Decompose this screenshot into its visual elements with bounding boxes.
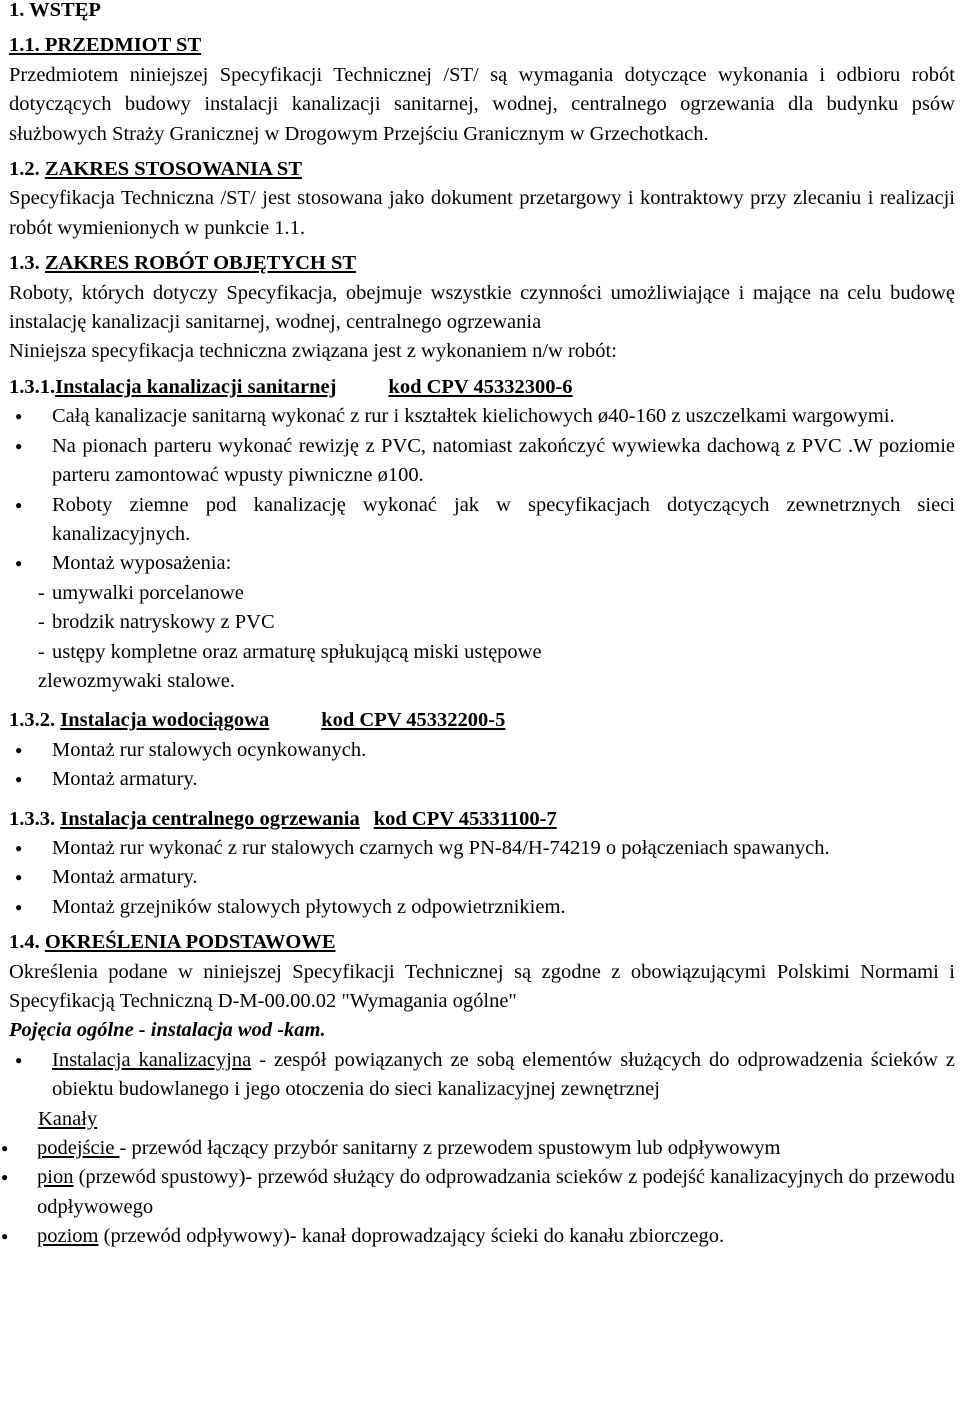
section-1-3-2-heading: 1.3.2. Instalacja wodociągowa kod CPV 45332200-5 <box>9 709 506 732</box>
section-1-3-text: Roboty, których dotyczy Specyfikacja, obejmuje wszystkie czynności umożliwiające i mające na celu budowę instalację kanalizacji sanitarnej, wodnej, centralnego ogrzewania <box>9 281 955 334</box>
section-1-1-text: Przedmiotem niniejszej Specyfikacji Technicznej /ST/ są wymagania dotyczące wykonania i odbioru robót dotyczących budowy instalacji kanalizacji sanitarnej, wodnej, centralnego ogrzewania dla budynku psów służbowych Straży Granicznej w Drogowym Przejściu Granicznym w Grzechotkach. <box>9 63 955 145</box>
list-item: ● Montaż armatury. <box>9 863 955 892</box>
section-1-4-subtitle: Pojęcia ogólne - instalacja wod -kam. <box>9 1019 326 1042</box>
section-1-3-1-heading: 1.3.1.Instalacja kanalizacji sanitarnej kod CPV 45332300-6 <box>9 375 573 398</box>
list-item: ● Montaż armatury. <box>9 765 955 794</box>
list-item: ● Roboty ziemne pod kanalizację wykonać jak w specyfikacjach dotyczących zewnetrznych sieci kanalizacyjnych. <box>9 491 955 550</box>
dash-item: - ustępy kompletne oraz armaturę spłukującą miski ustępowe <box>9 638 955 667</box>
list-item: ● Montaż wyposażenia: <box>9 549 955 578</box>
list-item: ● Montaż grzejników stalowych płytowych z odpowietrznikiem. <box>9 893 955 922</box>
section-1-2-heading: 1.2. ZAKRES STOSOWANIA ST <box>9 158 302 181</box>
section-1-2-text: Specyfikacja Techniczna /ST/ jest stosowana jako dokument przetargowy i kontraktowy przy zlecaniu i realizacji robót wymienionych w punkcie 1.1. <box>9 187 955 239</box>
definition-item: ● pion (przewód spustowy)- przewód służący do odprowadzania scieków z podejść kanalizacyjnych do przewodu odpływowego <box>9 1163 955 1222</box>
section-1-4-text: Określenia podane w niniejszej Specyfikacji Technicznej są zgodne z obowiązującymi Polskimi Normami i Specyfikacją Techniczną D-M-00.00.02 "Wymagania ogólne" <box>9 960 955 1012</box>
section-1-3-3-heading: 1.3.3. Instalacja centralnego ogrzewania kod CPV 45331100-7 <box>9 807 557 830</box>
definition-item: ● poziom (przewód odpływowy)- kanał doprowadzający ścieki do kanału zbiorczego. <box>9 1222 955 1251</box>
section-1-3-text2: Niniejsza specyfikacja techniczna związana jest z wykonaniem n/w robót: <box>9 340 617 363</box>
list-item: ● Instalacja kanalizacyjna - zespół powiązanych ze sobą elementów służących do odprowadzenia ścieków z obiektu budowlanego i jego otoczenia do sieci kanalizacyjnej zewnętrznej <box>9 1046 955 1105</box>
list-item: ● Montaż rur stalowych ocynkowanych. <box>9 736 955 765</box>
section-1-4-heading: 1.4. OKREŚLENIA PODSTAWOWE <box>9 931 336 954</box>
definition-item: ● podejście - przewód łączący przybór sanitarny z przewodem spustowym lub odpływowym <box>9 1134 955 1163</box>
dash-item: - umywalki porcelanowe <box>9 579 955 608</box>
list-continuation: zlewozmywaki stalowe. <box>38 669 235 692</box>
list-item: ● Montaż rur wykonać z rur stalowych czarnych wg PN-84/H-74219 o połączeniach spawanych. <box>9 834 955 863</box>
section-1-3-heading: 1.3. ZAKRES ROBÓT OBJĘTYCH ST <box>9 252 357 275</box>
section-1-heading: 1. WSTĘP <box>9 0 101 21</box>
kanaly-label: Kanały <box>38 1107 98 1130</box>
document-page <box>9 0 955 1252</box>
dash-item: - brodzik natryskowy z PVC <box>9 608 955 637</box>
section-1-1-heading: 1.1. PRZEDMIOT ST <box>9 34 202 57</box>
list-item: ● Całą kanalizacje sanitarną wykonać z rur i kształtek kielichowych ø40-160 z uszczelkami wargowymi. <box>9 402 955 431</box>
list-item: ● Na pionach parteru wykonać rewizję z PVC, natomiast zakończyć wywiewka dachową z PVC .W poziomie parteru zamontować wpusty piwniczne ø100. <box>9 432 955 491</box>
